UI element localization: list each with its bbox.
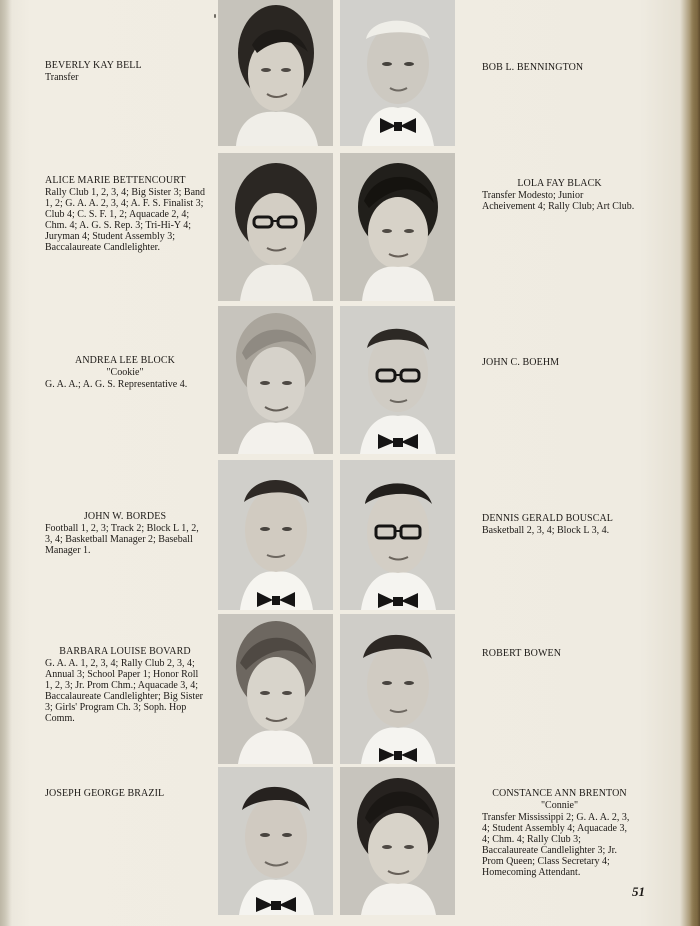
senior-entry-bell bbox=[45, 60, 205, 83]
senior-name-bell: BEVERLY KAY BELL bbox=[45, 60, 142, 71]
portrait-bovard bbox=[218, 614, 333, 764]
portrait-brazil bbox=[218, 767, 333, 915]
senior-entry-boehm bbox=[482, 357, 637, 369]
portrait-image-boehm bbox=[340, 306, 455, 454]
senior-name-brenton: CONSTANCE ANN BRENTON bbox=[492, 788, 627, 799]
portrait-image-bell bbox=[218, 0, 333, 146]
senior-entry-bouscal bbox=[482, 513, 637, 536]
senior-name-bovard: BARBARA LOUISE BOVARD bbox=[59, 646, 191, 657]
portrait-image-bovard bbox=[218, 614, 333, 764]
portrait-boehm bbox=[340, 306, 455, 454]
page-number: 51 bbox=[632, 884, 645, 899]
senior-name-black: LOLA FAY BLACK bbox=[517, 178, 602, 189]
portrait-image-bennington bbox=[340, 0, 455, 146]
senior-entry-bordes bbox=[45, 511, 205, 556]
senior-name-bettencourt: ALICE MARIE BETTENCOURT bbox=[45, 175, 186, 186]
senior-name-bennington: BOB L. BENNINGTON bbox=[482, 62, 584, 73]
senior-entry-bowen bbox=[482, 648, 637, 660]
portrait-brenton bbox=[340, 767, 455, 915]
portrait-bouscal bbox=[340, 460, 455, 610]
senior-name-block: ANDREA LEE BLOCK bbox=[75, 355, 175, 366]
senior-details-bettencourt: Rally Club 1, 2, 3, 4; Big Sister 3; Band 1, 2; G. A. A. 2, 3, 4; A. F. S. Finalist 3; Club 4; C. S. F. 1, 2; Aquacade 2, 4; Chm. 4; A. G. S. Rep. 3; Tri-Hi-Y 4; Juryman 4; Student Assembly 3; Baccalaureate Candlelighter. bbox=[45, 187, 206, 253]
senior-entry-brazil bbox=[45, 788, 205, 800]
spine-shadow bbox=[0, 0, 12, 926]
portrait-bordes bbox=[218, 460, 333, 610]
senior-name-boehm: JOHN C. BOEHM bbox=[482, 357, 560, 368]
senior-details-bovard: G. A. A. 1, 2, 3, 4; Rally Club 2, 3, 4; Annual 3; School Paper 1; Honor Roll 1, 2, 3; Jr. Prom Chm.; Aquacade 3, 4; Baccalaureate Candlelighter; Big Sister 3; Girls' Program Ch. 3; Soph. Hop Comm. bbox=[45, 658, 203, 724]
print-mark bbox=[214, 14, 216, 18]
senior-nickname-block: "Cookie" bbox=[106, 367, 144, 378]
portrait-image-bowen bbox=[340, 614, 455, 764]
senior-details-bordes: Football 1, 2, 3; Track 2; Block L 1, 2, 3, 4; Basketball Manager 2; Baseball Manager 1. bbox=[45, 523, 199, 556]
senior-entry-bovard bbox=[45, 646, 205, 724]
senior-entry-black bbox=[482, 178, 637, 212]
senior-entry-bettencourt bbox=[45, 175, 205, 253]
senior-name-bordes: JOHN W. BORDES bbox=[83, 511, 167, 522]
portrait-bowen bbox=[340, 614, 455, 764]
senior-details-bell: Transfer bbox=[45, 72, 79, 83]
portrait-image-brazil bbox=[218, 767, 333, 915]
senior-details-block: G. A. A.; A. G. S. Representative 4. bbox=[45, 379, 188, 390]
senior-entry-brenton bbox=[482, 788, 637, 878]
senior-name-brazil: JOSEPH GEORGE BRAZIL bbox=[45, 788, 165, 799]
senior-details-brenton: Transfer Mississippi 2; G. A. A. 2, 3, 4; Student Assembly 4; Aquacade 3, 4; Chm. 4; Rally Club 3; Baccalaureate Candlelighter 3; Jr. Prom Queen; Class Secretary 4; Homecoming Attendant. bbox=[482, 812, 630, 878]
page-edge bbox=[690, 0, 700, 926]
portrait-bennington bbox=[340, 0, 455, 146]
portrait-bell bbox=[218, 0, 333, 146]
portrait-image-bettencourt bbox=[218, 153, 333, 301]
portrait-image-bordes bbox=[218, 460, 333, 610]
portrait-black bbox=[340, 153, 455, 301]
senior-name-bowen: ROBERT BOWEN bbox=[482, 648, 562, 659]
portrait-bettencourt bbox=[218, 153, 333, 301]
senior-details-bouscal: Basketball 2, 3, 4; Block L 3, 4. bbox=[482, 525, 610, 536]
portrait-image-block bbox=[218, 306, 333, 454]
portrait-block bbox=[218, 306, 333, 454]
portrait-image-bouscal bbox=[340, 460, 455, 610]
senior-entry-bennington bbox=[482, 62, 637, 74]
senior-entry-block bbox=[45, 355, 205, 390]
portrait-image-black bbox=[340, 153, 455, 301]
senior-name-bouscal: DENNIS GERALD BOUSCAL bbox=[482, 513, 613, 524]
senior-details-black: Transfer Modesto; Junior Acheivement 4; Rally Club; Art Club. bbox=[482, 190, 635, 212]
senior-nickname-brenton: "Connie" bbox=[540, 800, 579, 811]
portrait-image-brenton bbox=[340, 767, 455, 915]
